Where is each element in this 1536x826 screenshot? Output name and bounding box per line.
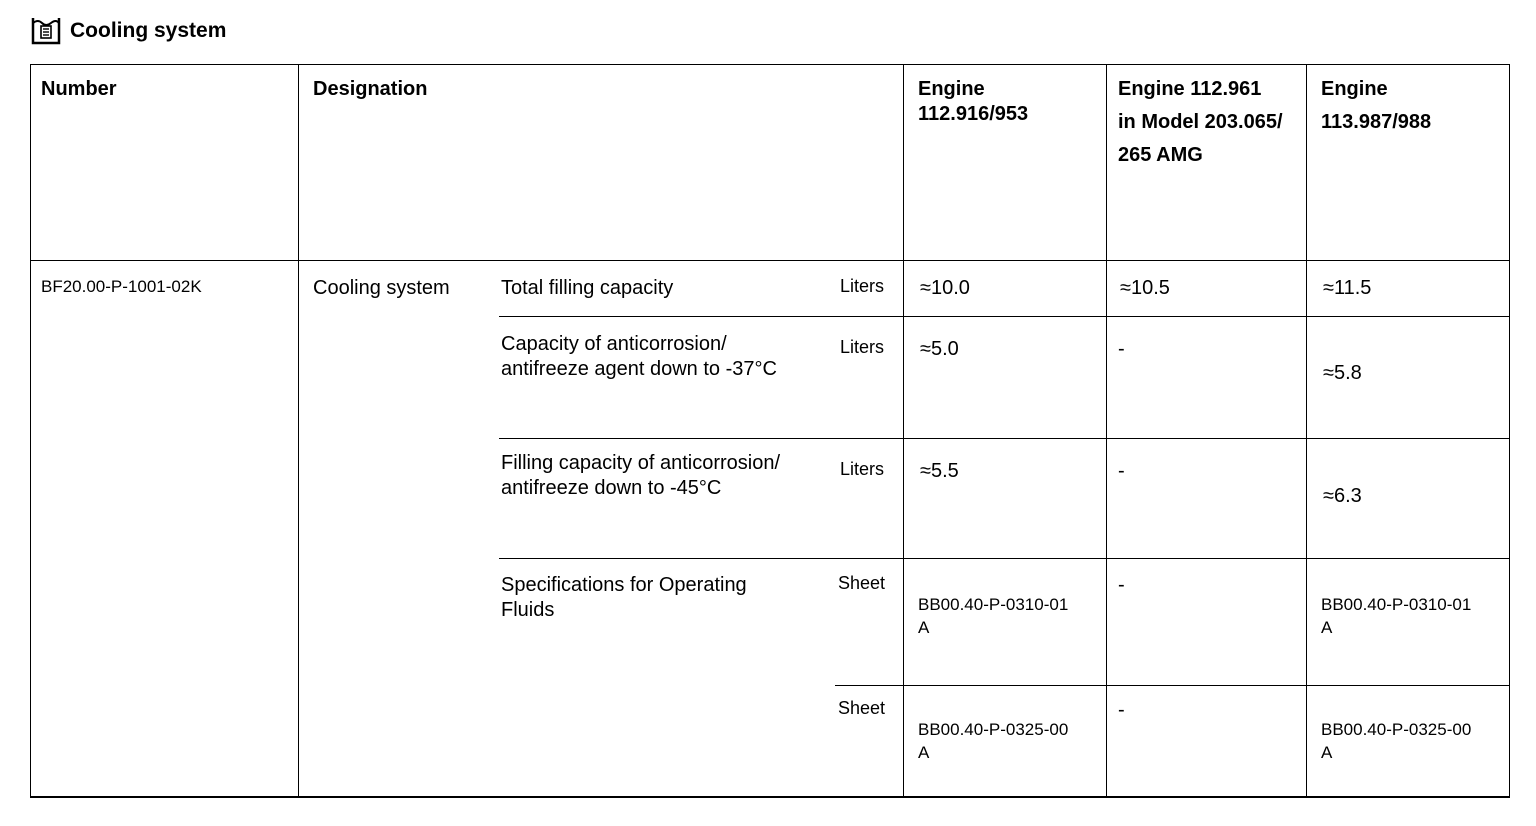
sheet-link-engine-3[interactable]: BB00.40-P-0310-01 A: [1321, 595, 1472, 637]
row-number: BF20.00-P-1001-02K: [41, 277, 202, 296]
row-designation: Cooling system: [313, 277, 450, 299]
sheet-unit: Sheet: [838, 573, 886, 593]
header-engine-2: Engine 112.961 in Model 203.065/ 265 AMG: [1118, 78, 1283, 166]
spec-value-engine-1: ≈10.0: [920, 277, 970, 299]
sheet-link-engine-3[interactable]: BB00.40-P-0325-00 A: [1321, 720, 1472, 762]
section-header: [30, 14, 226, 48]
spec-unit: Liters: [840, 459, 885, 479]
spec-value-engine-1: ≈5.0: [920, 338, 959, 360]
section-title: Cooling system: [70, 19, 227, 42]
sheet-unit: Sheet: [838, 698, 886, 718]
sheet-value-engine-2: -: [1118, 699, 1125, 721]
sheet-link-engine-1[interactable]: BB00.40-P-0325-00 A: [918, 720, 1069, 762]
header-number: Number: [41, 78, 117, 100]
header-engine-3: Engine 113.987/988: [1321, 78, 1432, 133]
spec-value-engine-2: -: [1118, 338, 1125, 360]
spec-label: Filling capacity of anticorrosion/ antifreeze down to -45°C: [501, 452, 781, 499]
header-engine-1: Engine 112.916/953: [918, 78, 1029, 125]
spec-value-engine-3: ≈6.3: [1323, 485, 1362, 507]
spec-label: Capacity of anticorrosion/ antifreeze agent down to -37°C: [501, 333, 777, 380]
spec-value-engine-3: ≈5.8: [1323, 362, 1362, 384]
spec-value-engine-1: ≈5.5: [920, 460, 959, 482]
spec-unit: Liters: [840, 337, 885, 357]
sheet-link-engine-1[interactable]: BB00.40-P-0310-01 A: [918, 595, 1069, 637]
spec-unit: Liters: [840, 276, 885, 296]
header-designation: Designation: [313, 78, 428, 100]
spec-label: Total filling capacity: [501, 277, 674, 299]
spec-label: Specifications for Operating Fluids: [501, 574, 747, 621]
spec-value-engine-2: ≈10.5: [1120, 277, 1170, 299]
sheet-value-engine-2: -: [1118, 574, 1125, 596]
coolant-tank-icon: [30, 16, 62, 46]
spec-value-engine-3: ≈11.5: [1323, 277, 1372, 299]
spec-value-engine-2: -: [1118, 460, 1125, 482]
